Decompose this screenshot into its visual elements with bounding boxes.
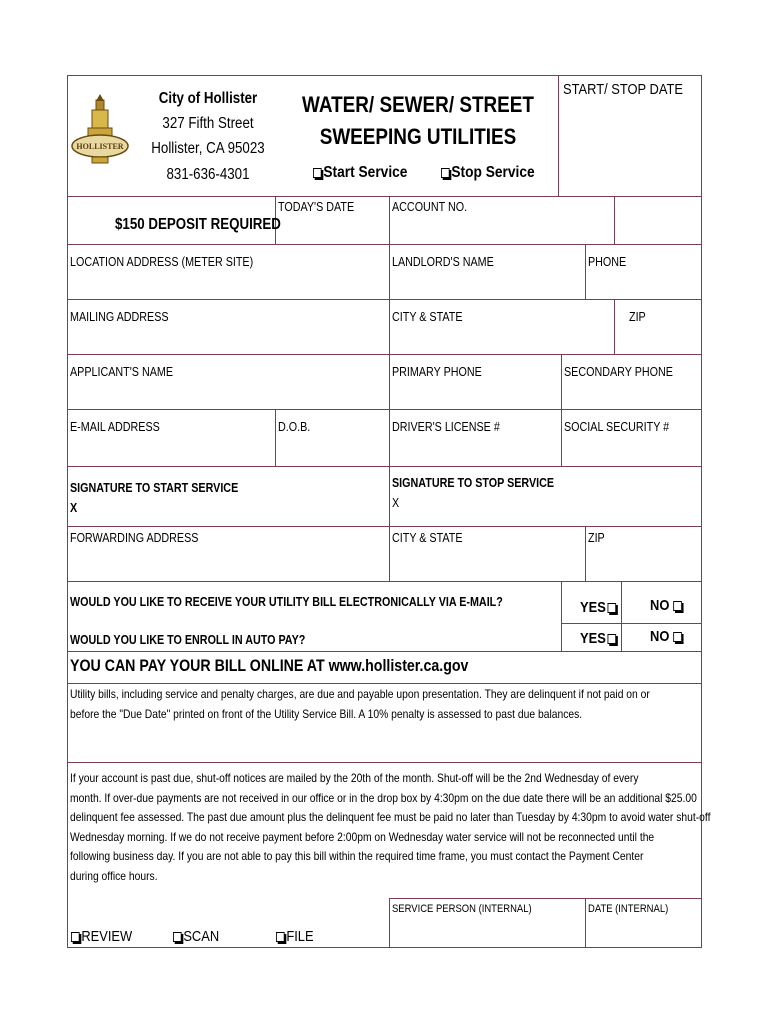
checkbox-icon xyxy=(673,632,682,642)
checkbox-icon xyxy=(608,634,617,644)
paragraph-shutoff-line4: Wednesday morning. If we do not receive payment before 2:00pm on Wednesday water service will not be reconnected until the xyxy=(70,830,655,844)
pay-online-text: YOU CAN PAY YOUR BILL ONLINE AT www.hollister.ca.gov xyxy=(70,657,469,675)
form-title-line1: WATER/ SEWER/ STREET xyxy=(302,92,534,117)
date-internal-label: DATE (INTERNAL) xyxy=(588,903,669,915)
form-title-line2: SWEEPING UTILITIES xyxy=(319,124,517,149)
city-name: City of Hollister xyxy=(158,90,258,107)
location-address-label: LOCATION ADDRESS (METER SITE) xyxy=(70,255,254,269)
logo-text: HOLLISTER xyxy=(76,142,124,151)
paragraph-shutoff-line2: month. If over-due payments are not received in our office or in the drop box by 4:30pm on the due date there will be an additional $25.00 xyxy=(70,791,697,805)
todays-date-label: TODAY'S DATE xyxy=(278,200,355,214)
review-checkbox[interactable]: REVIEW xyxy=(71,928,132,945)
paragraph-shutoff-line6: during office hours. xyxy=(70,869,158,883)
fwd-zip-label: ZIP xyxy=(588,531,605,545)
logo xyxy=(70,94,130,174)
file-checkbox[interactable]: FILE xyxy=(276,928,314,945)
secondary-phone-cell[interactable] xyxy=(561,354,701,409)
landlord-cell[interactable] xyxy=(389,244,585,299)
start-stop-date-label: START/ STOP DATE xyxy=(563,81,683,98)
city-seal-icon xyxy=(70,94,130,174)
row-separator xyxy=(68,683,701,684)
dob-cell[interactable] xyxy=(275,409,389,466)
row-separator xyxy=(68,762,701,763)
city-phone: 831-636-4301 xyxy=(166,166,250,183)
primary-phone-cell[interactable] xyxy=(389,354,561,409)
drivers-license-cell[interactable] xyxy=(389,409,561,466)
paragraph-shutoff-line1: If your account is past due, shut-off notices are mailed by the 20th of the month. Shut-off will be the 2nd Wednesday of every xyxy=(70,771,639,785)
applicants-name-label: APPLICANT'S NAME xyxy=(70,365,174,379)
email-address-label: E-MAIL ADDRESS xyxy=(70,420,160,434)
paragraph-due-line1: Utility bills, including service and penalty charges, are due and payable upon presentation. They are delinquent if not paid on or xyxy=(70,687,650,701)
sig-start-label: SIGNATURE TO START SERVICE xyxy=(70,481,239,495)
city-state-cell[interactable] xyxy=(389,299,614,354)
autopay-no-option[interactable]: NO xyxy=(650,628,683,645)
start-service-checkbox[interactable]: Start Service xyxy=(313,164,407,182)
fwd-city-state-label: CITY & STATE xyxy=(392,531,463,545)
landlords-name-label: LANDLORD'S NAME xyxy=(392,255,494,269)
checkbox-icon xyxy=(173,932,182,942)
dob-label: D.O.B. xyxy=(278,420,311,434)
ebill-question: WOULD YOU LIKE TO RECEIVE YOUR UTILITY BILL ELECTRONICALLY VIA E-MAIL? xyxy=(70,595,503,609)
paragraph-shutoff-line5: following business day. If you are not able to pay this bill within the required time frame, you must contact the Payment Center xyxy=(70,849,644,863)
row-separator xyxy=(68,651,701,652)
stop-service-checkbox[interactable]: Stop Service xyxy=(441,164,535,182)
primary-phone-label: PRIMARY PHONE xyxy=(392,365,482,379)
paragraph-due-line2: before the "Due Date" printed on front of the Utility Service Bill. A 10% penalty is assessed to past due balances. xyxy=(70,707,583,721)
account-no-extra-cell[interactable] xyxy=(614,196,701,244)
city-state-zip: Hollister, CA 95023 xyxy=(151,140,265,157)
zip-cell[interactable] xyxy=(614,299,701,354)
checkbox-icon xyxy=(313,168,322,178)
city-state-label: CITY & STATE xyxy=(392,310,463,324)
ebill-no-option[interactable]: NO xyxy=(650,597,683,614)
checkbox-icon xyxy=(276,932,285,942)
paragraph-shutoff-line3: delinquent fee assessed. The past due amount plus the delinquent fee must be paid no later than Tuesday by 4:30pm to avoid water shut-off xyxy=(70,810,711,824)
utility-form xyxy=(67,75,711,948)
checkbox-icon xyxy=(673,601,682,611)
checkbox-icon xyxy=(441,168,450,178)
city-street: 327 Fifth Street xyxy=(162,115,254,132)
autopay-yes-option[interactable]: YES xyxy=(580,630,618,647)
deposit-required: $150 DEPOSIT REQUIRED xyxy=(115,216,281,233)
service-person-label: SERVICE PERSON (INTERNAL) xyxy=(392,903,532,915)
ebill-yes-option[interactable]: YES xyxy=(580,599,618,616)
landlord-phone-cell[interactable] xyxy=(585,244,701,299)
drivers-license-label: DRIVER'S LICENSE # xyxy=(392,420,500,434)
autopay-question: WOULD YOU LIKE TO ENROLL IN AUTO PAY? xyxy=(70,633,306,647)
sig-start-x: X xyxy=(70,501,78,515)
forwarding-address-label: FORWARDING ADDRESS xyxy=(70,531,199,545)
landlord-phone-label: PHONE xyxy=(588,255,627,269)
sig-stop-label: SIGNATURE TO STOP SERVICE xyxy=(392,476,555,490)
account-no-label: ACCOUNT NO. xyxy=(392,200,468,214)
checkbox-icon xyxy=(71,932,80,942)
secondary-phone-label: SECONDARY PHONE xyxy=(564,365,673,379)
checkbox-icon xyxy=(608,603,617,613)
social-security-cell[interactable] xyxy=(561,409,701,466)
mailing-address-label: MAILING ADDRESS xyxy=(70,310,169,324)
zip-label: ZIP xyxy=(629,310,646,324)
sig-stop-x: X xyxy=(392,496,400,510)
social-security-label: SOCIAL SECURITY # xyxy=(564,420,670,434)
scan-checkbox[interactable]: SCAN xyxy=(173,928,219,945)
sig-stop-cell[interactable] xyxy=(389,466,701,526)
